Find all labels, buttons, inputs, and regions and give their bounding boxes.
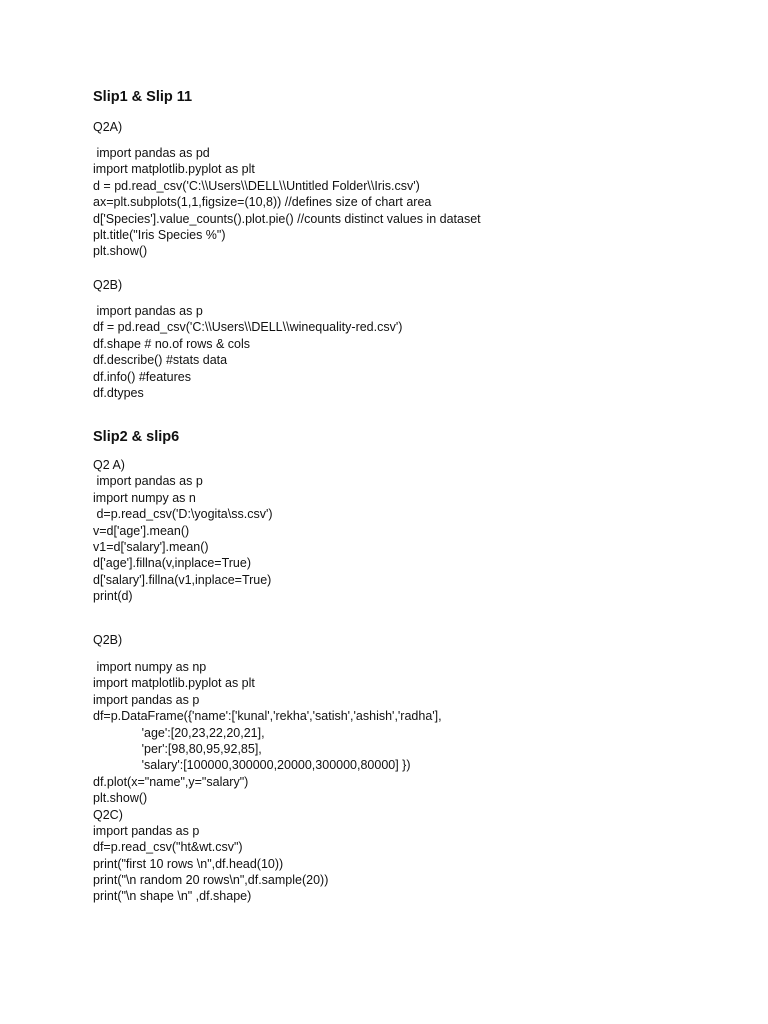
code-line: print("\n shape \n" ,df.shape) [93,889,252,904]
section-heading-slip1-slip11: Slip1 & Slip 11 [93,89,193,105]
code-line: ax=plt.subplots(1,1,figsize=(10,8)) //defines size of chart area [93,195,432,210]
code-line: df.plot(x="name",y="salary") [93,774,249,789]
code-line: d=p.read_csv('D:\yogita\ss.csv') [93,507,273,522]
code-line: d['Species'].value_counts().plot.pie() //counts distinct values in dataset [93,211,481,226]
code-line: import matplotlib.pyplot as plt [93,162,255,177]
code-line: v=d['age'].mean() [93,523,190,538]
code-line: df = pd.read_csv('C:\\Users\\DELL\\winequality-red.csv') [93,320,403,335]
code-line: df.shape # no.of rows & cols [93,336,251,351]
code-line: plt.show() [93,791,148,806]
code-line: v1=d['salary'].mean() [93,539,209,554]
code-line: df=p.read_csv("ht&wt.csv") [93,840,243,855]
code-line: import pandas as p [93,823,200,838]
section-heading-slip2-slip6: Slip2 & slip6 [93,429,180,445]
code-line: print("first 10 rows \n",df.head(10)) [93,856,284,871]
code-line: print("\n random 20 rows\n",df.sample(20)) [93,873,329,888]
code-block-q2b-q2c-slip2 [93,659,442,905]
code-line: d['age'].fillna(v,inplace=True) [93,556,251,571]
code-line: import numpy as n [93,490,196,505]
code-line: Q2 A) [93,458,125,472]
code-line: import pandas as pd [93,146,210,160]
code-block-q2a [93,145,481,260]
code-line: import pandas as p [93,692,200,707]
code-line: import numpy as np [93,660,207,674]
code-line: print(d) [93,589,133,604]
code-line: plt.show() [93,244,148,259]
code-line: d['salary'].fillna(v1,inplace=True) [93,572,272,587]
code-line: d = pd.read_csv('C:\\Users\\DELL\\Untitled Folder\\Iris.csv') [93,178,420,193]
question-label-q2b: Q2B) [93,278,123,292]
code-line: plt.title("Iris Species %") [93,227,226,242]
question-label-q2a: Q2A) [93,120,123,134]
code-line: 'salary':[100000,300000,20000,300000,80000] }) [93,758,411,773]
code-line: df.dtypes [93,385,144,400]
code-line: df.describe() #stats data [93,353,228,368]
code-block-q2a-slip2 [93,457,273,605]
code-line: import pandas as p [93,474,203,489]
code-line: 'per':[98,80,95,92,85], [93,741,262,756]
code-line: df=p.DataFrame({'name':['kunal','rekha','satish','ashish','radha'], [93,709,442,724]
code-block-q2b [93,303,402,401]
code-line: 'age':[20,23,22,20,21], [93,725,265,740]
code-line: df.info() #features [93,369,191,384]
code-line: Q2C) [93,807,123,822]
code-line: import matplotlib.pyplot as plt [93,676,255,691]
code-line: import pandas as p [93,304,203,318]
question-label-q2b-slip2: Q2B) [93,633,123,647]
